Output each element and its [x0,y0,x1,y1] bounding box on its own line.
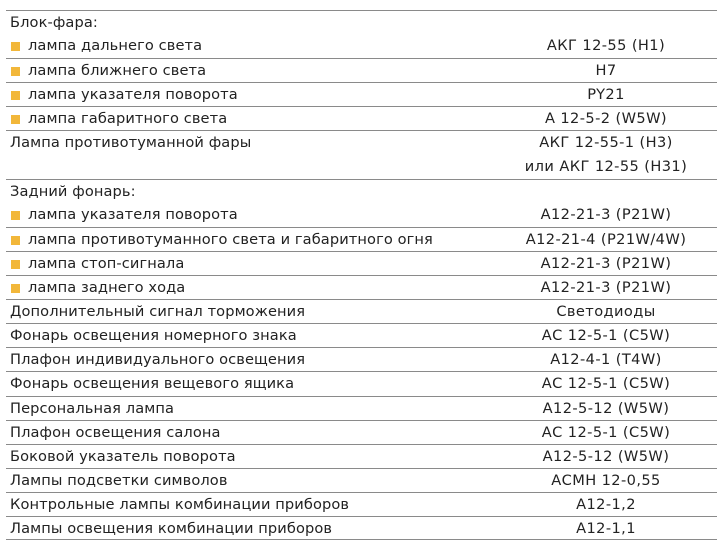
table-row [6,468,717,492]
square-bullet-icon [11,211,20,220]
row-value: А12-1,1 [576,519,636,537]
row-value: А12-21-3 (P21W) [540,205,672,223]
table-row [6,275,717,299]
row-label: Боковой указатель поворота [10,447,236,465]
row-label: лампа стоп-сигнала [28,254,185,272]
row-label: лампа противотуманного света и габаритного огня [28,230,433,248]
table-row [6,492,717,516]
row-value: А12-21-3 (P21W) [540,279,672,297]
table-row [6,371,717,395]
row-value: АС 12-5-1 (С5W) [541,423,671,441]
row-value: А12-5-12 (W5W) [542,399,670,417]
row-value: или АКГ 12-55 (Н31) [524,157,688,175]
row-label: лампа габаритного света [28,110,228,128]
square-bullet-icon [11,115,20,124]
row-label: лампа указателя поворота [28,86,238,104]
row-value: А12-21-3 (P21W) [540,254,672,272]
row-value: Светодиоды [556,303,656,321]
row-label: Плафон индивидуального освещения [10,351,306,369]
row-label: Контрольные лампы комбинации приборов [10,495,350,513]
row-value: АС 12-5-1 (С5W) [541,375,671,393]
table-row [6,82,717,106]
row-value: PY21 [587,86,625,104]
row-label: Плафон освещения салона [10,423,221,441]
row-label: Задний фонарь: [10,182,136,200]
table-row [6,10,717,34]
row-label: Персональная лампа [10,399,175,417]
row-value: А12-21-4 (P21W/4W) [525,230,687,248]
square-bullet-icon [11,236,20,245]
row-label: Фонарь освещения номерного знака [10,327,297,345]
row-value: АКГ 12-55-1 (Н3) [539,134,673,152]
table-row [6,347,717,371]
square-bullet-icon [11,42,20,51]
row-value: А12-5-12 (W5W) [542,447,670,465]
table-row [6,251,717,275]
square-bullet-icon [11,284,20,293]
table-row [6,299,717,323]
table-row [6,179,717,203]
table-row [6,34,717,58]
table-row [6,106,717,130]
row-label: Лампы подсветки символов [10,471,228,489]
table-row [6,130,717,154]
row-label: Дополнительный сигнал торможения [10,303,306,321]
row-label: Лампа противотуманной фары [10,134,252,152]
table-row [6,155,717,179]
lamp-table [6,10,717,540]
row-value: АКГ 12-55 (Н1) [546,37,666,55]
row-label: лампа дальнего света [28,37,203,55]
row-value: АС 12-5-1 (С5W) [541,327,671,345]
row-value: А12-4-1 (T4W) [550,351,662,369]
table-row [6,396,717,420]
table-row [6,516,717,540]
row-value: АСМН 12-0,55 [551,471,661,489]
row-label: Лампы освещения комбинации приборов [10,519,333,537]
row-label: лампа указателя поворота [28,205,238,223]
row-value: А 12-5-2 (W5W) [544,110,668,128]
square-bullet-icon [11,260,20,269]
row-label: лампа заднего хода [28,279,186,297]
table-row [6,227,717,251]
table-row [6,203,717,227]
table-row [6,420,717,444]
square-bullet-icon [11,67,20,76]
table-row [6,444,717,468]
row-label: Фонарь освещения вещевого ящика [10,375,295,393]
square-bullet-icon [11,91,20,100]
row-value: А12-1,2 [576,495,636,513]
row-label: Блок-фара: [10,14,98,31]
table-row [6,323,717,347]
table-row [6,58,717,82]
row-label: лампа ближнего света [28,62,207,80]
row-value: Н7 [595,62,617,80]
